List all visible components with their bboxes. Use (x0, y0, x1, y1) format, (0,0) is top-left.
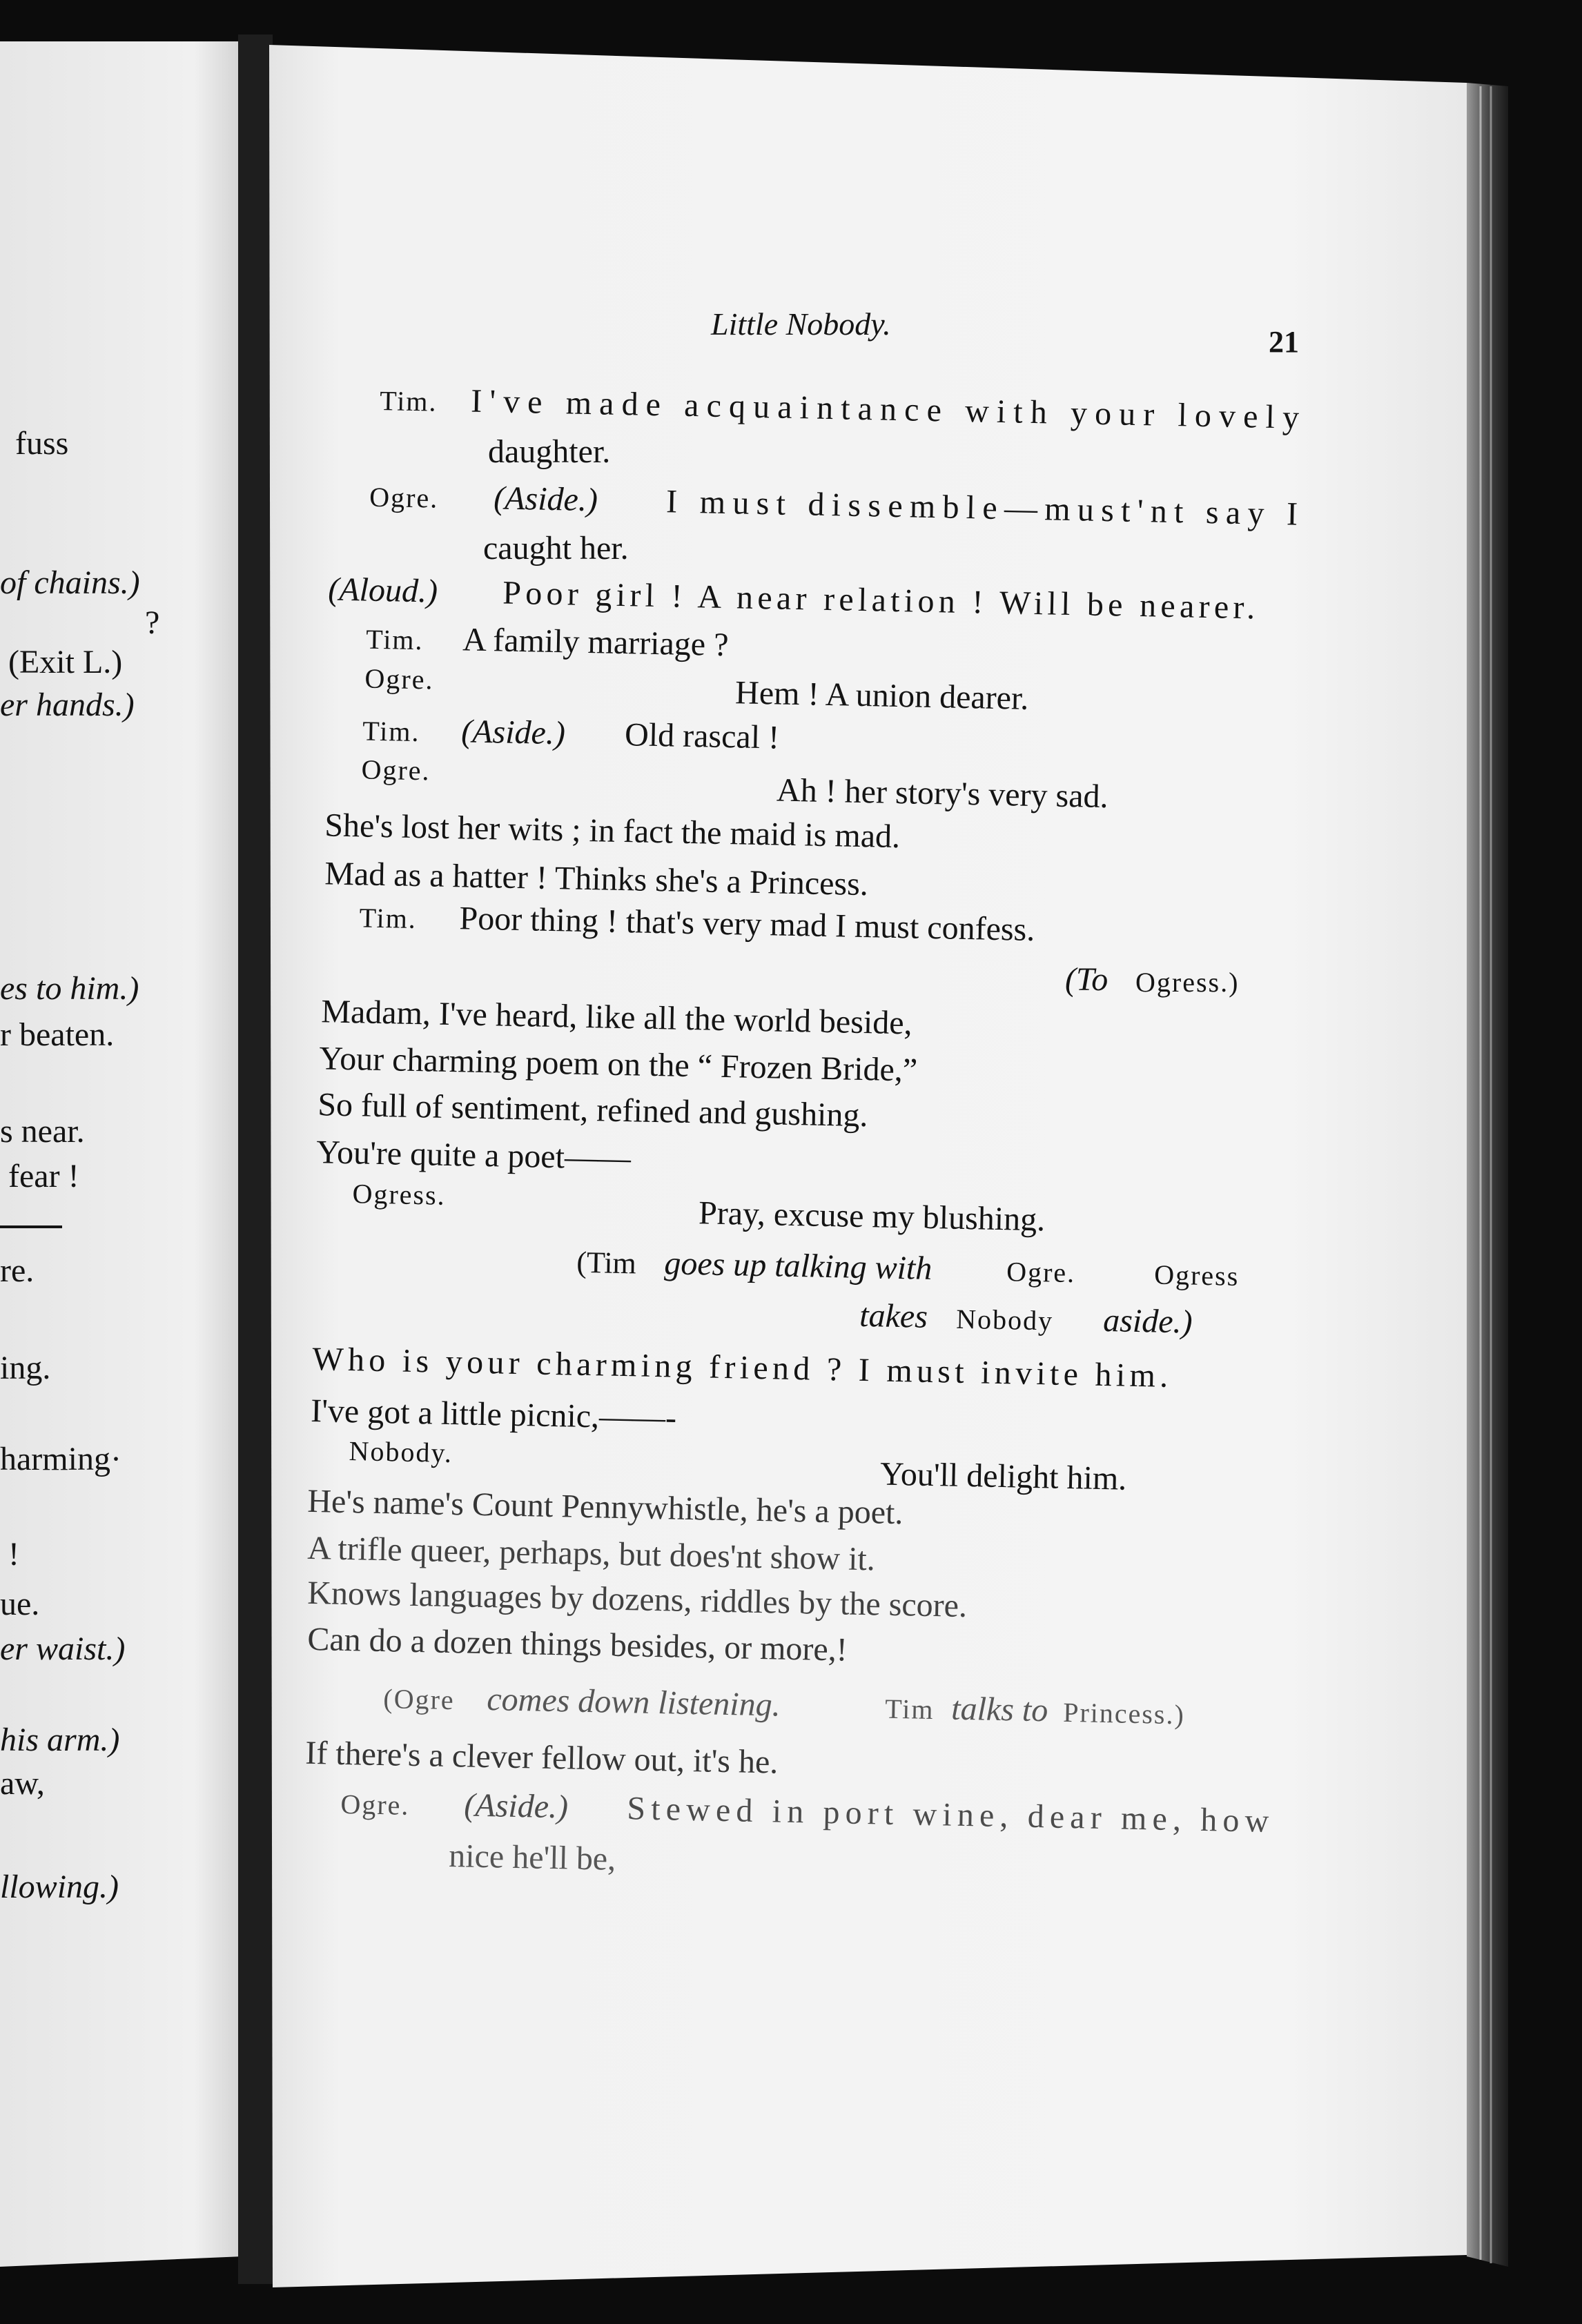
dialogue-text: He's name's Count Pennywhistle, he's a poet. (306, 1482, 904, 1532)
dialogue-text: Can do a dozen things besides, or more,! (306, 1620, 848, 1668)
dialogue-text: Old rascal ! (624, 716, 780, 756)
stage-direction-name: Tim (884, 1693, 935, 1726)
dialogue-text: I've got a little picnic,——- (310, 1392, 677, 1437)
stage-direction: (Aloud.) (327, 571, 438, 610)
dialogue-text: caught her. (483, 530, 629, 567)
page-edges (1467, 83, 1508, 2267)
left-fragment: aw, (0, 1765, 45, 1802)
stage-direction-name: (Ogre (382, 1683, 456, 1716)
stage-direction-name: Princess.) (1062, 1696, 1186, 1731)
dialogue-text: Stewed in port wine, dear me, how (626, 1790, 1269, 1840)
dialogue-text: A trifle queer, perhaps, but does'nt show it. (306, 1529, 876, 1578)
speaker-name: Nobody. (349, 1435, 453, 1469)
dialogue-text: A family marriage ? (462, 621, 729, 664)
speaker-name: Tim. (362, 715, 420, 748)
dialogue-text: Knows languages by dozens, riddles by the score. (306, 1574, 968, 1625)
dialogue-text: I've made acquaintance with your lovely (470, 382, 1300, 436)
dialogue-text: So full of sentiment, refined and gushing. (317, 1086, 868, 1134)
stage-direction: takes (859, 1297, 928, 1335)
left-fragment: ue. (0, 1586, 40, 1622)
left-fragment: ? (145, 604, 160, 641)
left-fragment: his arm.) (0, 1722, 120, 1758)
left-fragment: fuss (15, 425, 69, 462)
dialogue-text: Poor girl ! A near relation ! Will be nearer. (502, 574, 1256, 627)
dialogue-text: Hem ! A union dearer. (734, 674, 1029, 717)
page-number: 21 (1269, 325, 1299, 359)
dialogue-text: Madam, I've heard, like all the world beside, (320, 993, 913, 1042)
stage-direction: comes down listening. (486, 1681, 781, 1724)
left-fragment: s near. (0, 1113, 85, 1150)
speaker-name: Ogre. (361, 754, 431, 787)
stage-direction: (Aside.) (493, 480, 598, 519)
stage-direction-name: Ogre. (1006, 1256, 1076, 1289)
stage-direction: (Aside.) (460, 713, 566, 752)
stage-direction-name: Ogress (1153, 1259, 1240, 1292)
speaker-name: Ogress. (352, 1178, 447, 1211)
speaker-name: Tim. (359, 902, 418, 935)
speaker-name: Ogre. (364, 662, 434, 696)
running-head: Little Nobody. (711, 306, 891, 342)
left-fragment: of chains.) (0, 564, 140, 601)
speaker-name: Ogre. (340, 1788, 410, 1821)
stage-direction: talks to (950, 1690, 1048, 1729)
stage-direction-name: Nobody (955, 1303, 1054, 1337)
dialogue-text: nice he'll be, (448, 1837, 616, 1878)
speaker-name: Ogre. (369, 481, 439, 514)
speaker-name: Tim. (365, 623, 424, 656)
left-fragment: (Exit L.) (8, 644, 123, 680)
stage-direction-line (1065, 961, 1239, 998)
left-fragment: ! (8, 1536, 19, 1573)
dialogue-text: You'll delight him. (879, 1455, 1127, 1497)
left-fragment: ing. (0, 1350, 51, 1386)
left-fragment: harming· (0, 1441, 121, 1477)
left-fragment: llowing.) (0, 1869, 119, 1905)
left-fragment: er hands.) (0, 687, 135, 723)
left-fragment: r beaten. (0, 1016, 115, 1053)
dialogue-text: Ah ! her story's very sad. (776, 771, 1109, 816)
stage-direction: (Aside.) (463, 1786, 569, 1826)
left-fragment: re. (0, 1252, 35, 1289)
dialogue-text: Who is your charming friend ? I must invite him. (311, 1341, 1169, 1395)
speaker-name: Tim. (379, 384, 438, 417)
stage-direction-name: (Tim (576, 1245, 637, 1281)
stage-direction-name: Ogress.) (1135, 967, 1240, 998)
dialogue-text: She's lost her wits ; in fact the maid is mad. (324, 807, 901, 856)
stage-direction: (To (1065, 961, 1109, 998)
stage-direction: goes up talking with (663, 1245, 932, 1287)
dialogue-text: Your charming poem on the “ Frozen Bride,” (318, 1040, 918, 1089)
left-fragment: er waist.) (0, 1631, 126, 1667)
dialogue-text: I must dissemble—must'nt say I (665, 483, 1298, 533)
dialogue-text: daughter. (488, 433, 611, 470)
stage-direction: aside.) (1102, 1301, 1193, 1341)
left-fragment: fear ! (8, 1158, 79, 1194)
left-page (0, 41, 243, 2267)
dialogue-text: You're quite a poet—— (315, 1134, 632, 1177)
dialogue-text: Mad as a hatter ! Thinks she's a Princess. (324, 855, 869, 903)
dialogue-text: If there's a clever fellow out, it's he. (304, 1734, 779, 1781)
dialogue-text: Pray, excuse my blushing. (698, 1194, 1046, 1239)
dialogue-text: Poor thing ! that's very mad I must confess. (459, 900, 1035, 949)
gutter-shadow (238, 35, 273, 2284)
left-fragment: es to him.) (0, 970, 139, 1007)
